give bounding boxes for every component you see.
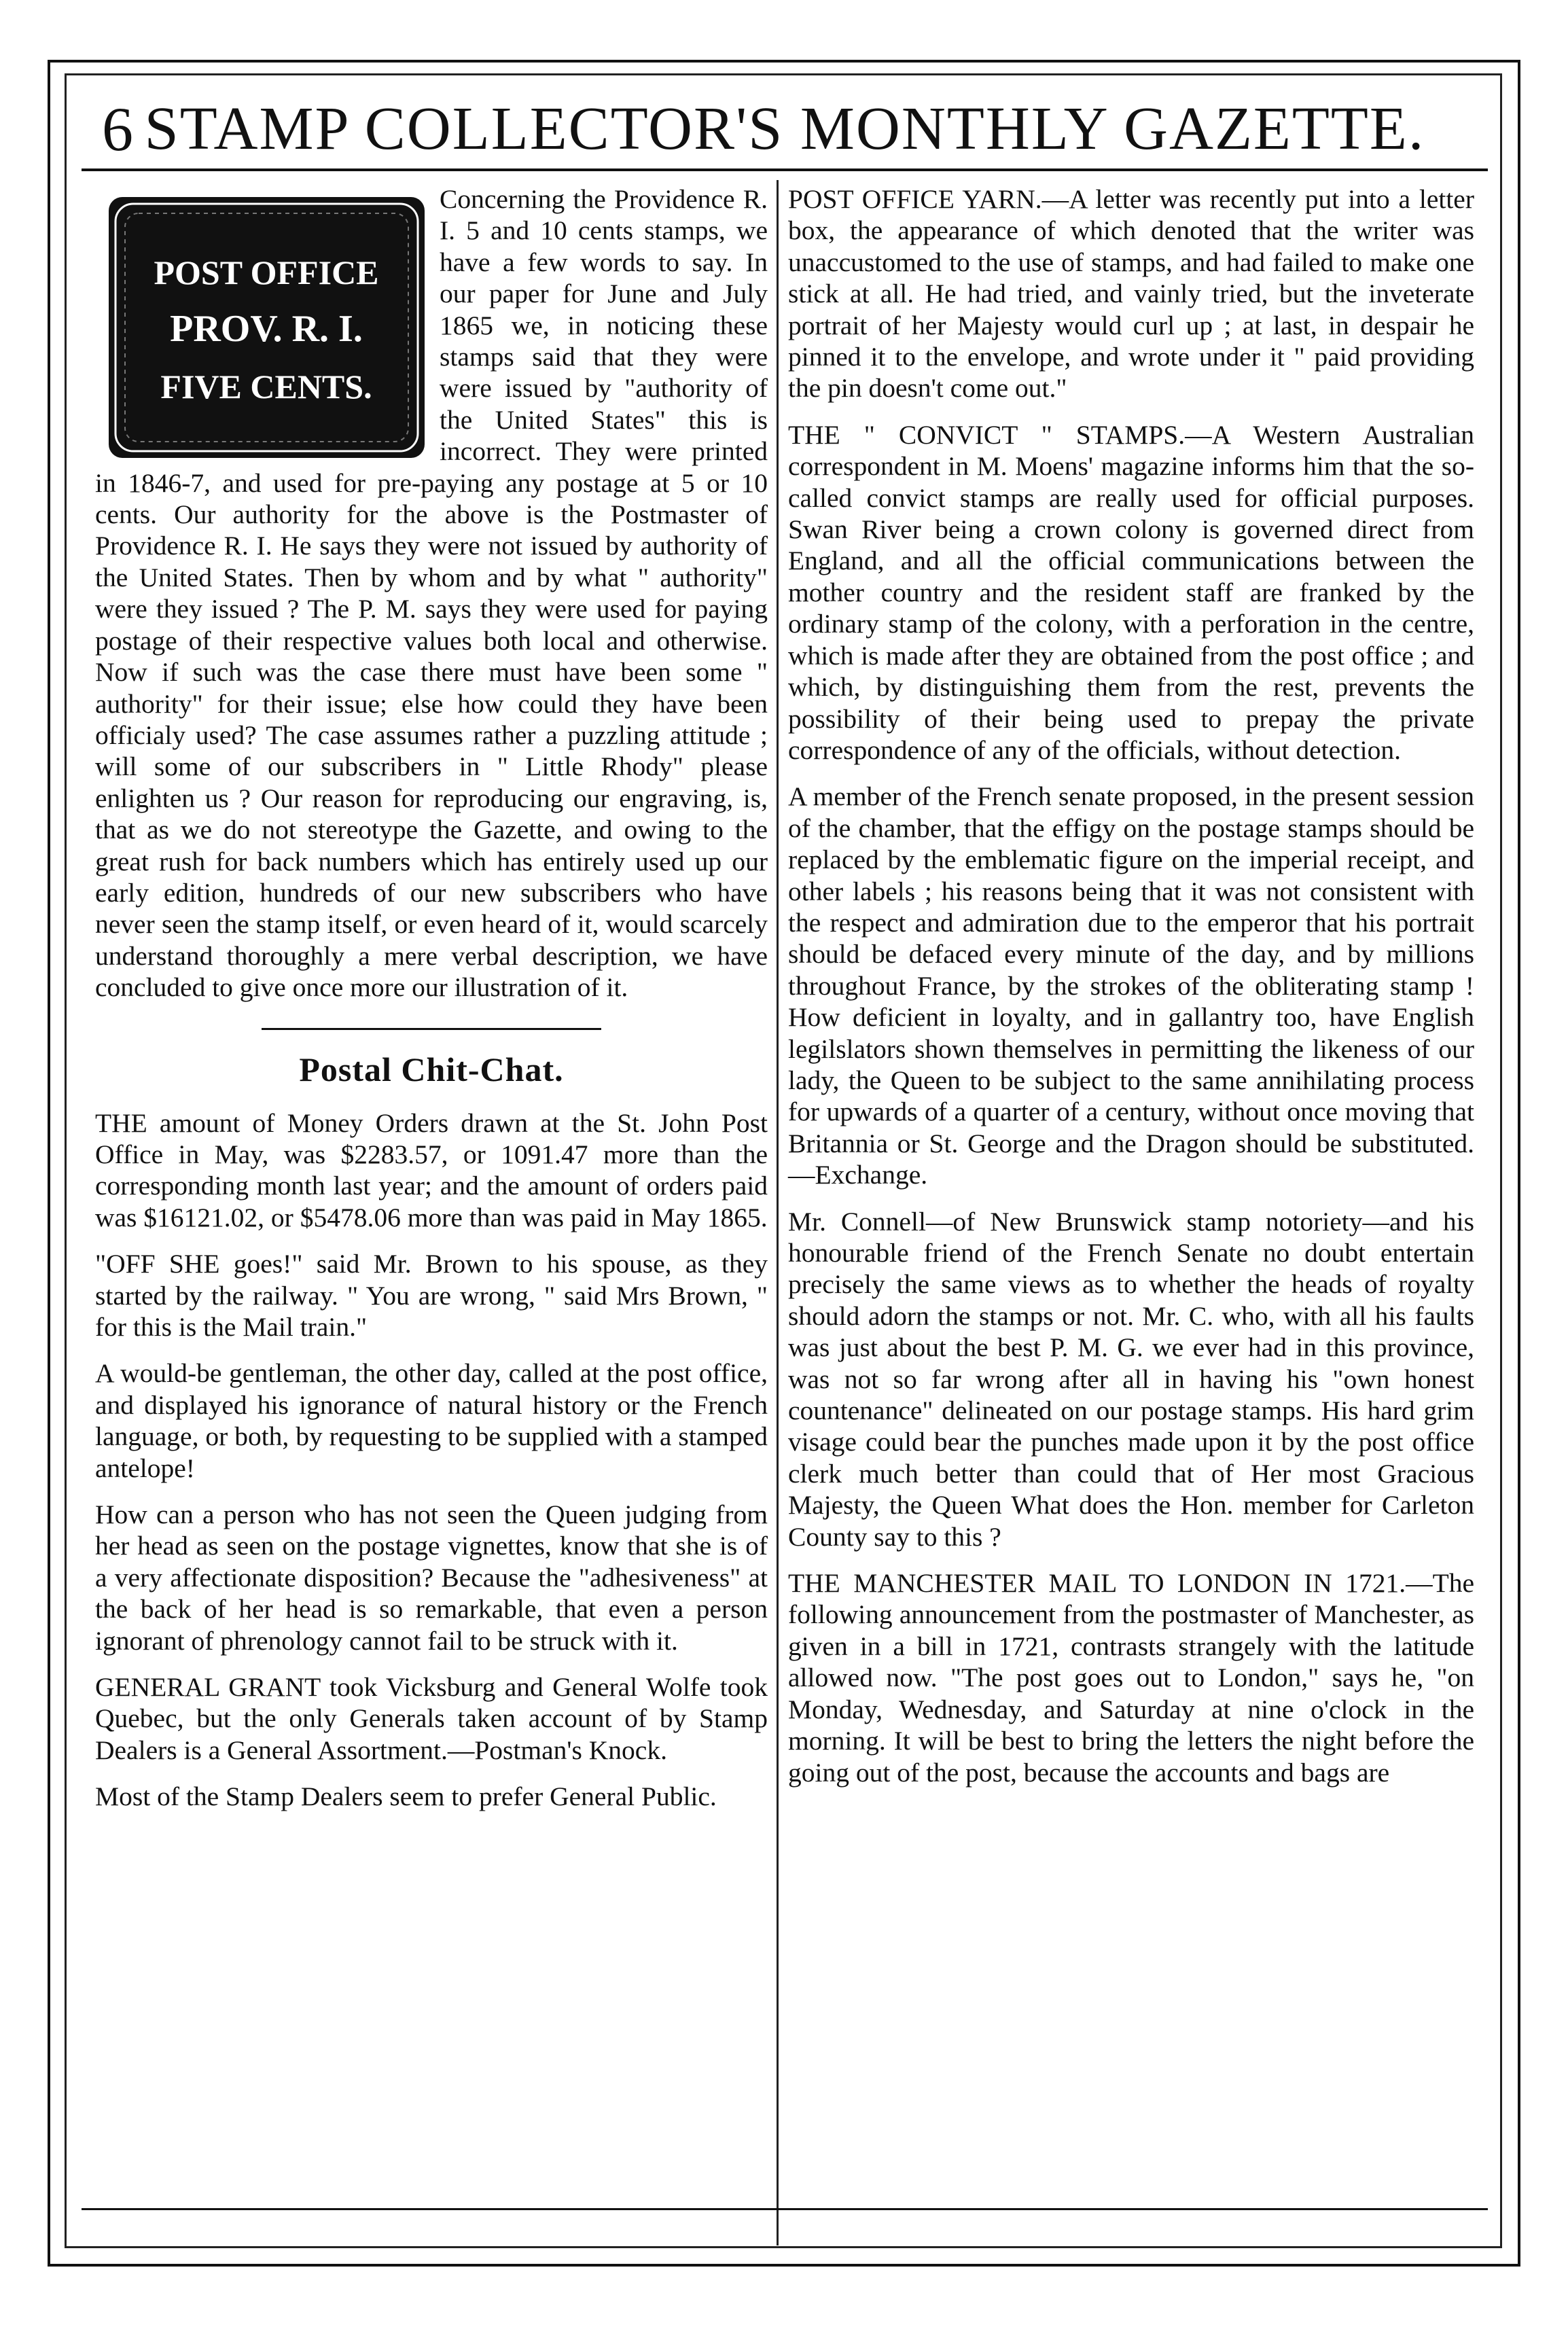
- generals-paragraph: GENERAL GRANT took Vicksburg and General Wolfe took Quebec, but the only Generals taken account of by Stamp Dealers is a General Assortment.—Postman's Knock.: [95, 1672, 768, 1765]
- page-title: STAMP COLLECTOR'S MONTHLY GAZETTE.: [144, 95, 1425, 162]
- right-column: [788, 183, 1474, 1788]
- antelope-paragraph: A would-be gentleman, the other day, called at the post office, and displayed his ignorance of natural history or the French language, or both, by requesting to be supplied with a stamped antelope!: [95, 1358, 768, 1483]
- header-rule: [82, 168, 1488, 171]
- stamp-line-3: FIVE CENTS.: [160, 368, 372, 406]
- column-divider: [777, 180, 779, 2245]
- french-senate-paragraph: A member of the French senate proposed, in the present session of the chamber, that the effigy on the postage stamps should be replaced by the emblematic figure on the imperial receipt, and other labels ; his reasons being that it was not consistent with the respect and admiration due to the emperor that his portrait should be defaced every minute of the day, and by millions throughout France, by the strokes of the obliterating stamp ! How deficient in loyalty, and in gallantry too, have English legilslators shown themselves in permitting the likeness of our lady, the Queen to be subject to the same annihilating process for upwards of a quarter of a century, without once moving that Britannia or St. George and the Dragon should be substituted.—Exchange.: [788, 781, 1474, 1190]
- convict-stamps-paragraph: THE " CONVICT " STAMPS.—A Western Australian correspondent in M. Moens' magazine informs him that the so-called convict stamps are really used for official purposes. Swan River being a crown colony is governed direct from England, and all the official communications between the mother country and the resident staff are franked by the ordinary stamp of the colony, with a perforation in the centre, which is made after they are obtained from the post office ; and which, by distinguishing them from the rest, prevents the possibility of their being used to prepay the private correspondence of any of the officials, without detection.: [788, 419, 1474, 765]
- stamp-engraving: [109, 197, 425, 458]
- page-header: [82, 82, 1488, 163]
- mail-train-paragraph: "OFF SHE goes!" said Mr. Brown to his spouse, as they started by the railway. " You are wrong, " said Mrs Brown, " for this is the Mail train.": [95, 1249, 768, 1342]
- section-heading: Postal Chit-Chat.: [299, 1050, 564, 1088]
- left-column: [95, 183, 768, 1813]
- stamp-line-1: POST OFFICE: [154, 253, 379, 291]
- manchester-mail-paragraph: THE MANCHESTER MAIL TO LONDON IN 1721.—The following announcement from the postmaster of Manchester, as given in a bill in 1721, contrasts strangely with the latitude allowed now. "The post goes out to London," says he, "on Monday, Wednesday, and Saturday at nine o'clock in the morning. It will be best to bring the letters the night before the going out of the post, because the accounts and bags are: [788, 1568, 1474, 1788]
- mr-connell-paragraph: Mr. Connell—of New Brunswick stamp notoriety—and his honourable friend of the French Senate no doubt entertain precisely the same views as to whether the heads of royalty should adorn the stamps or not. Mr. C. who, with all his faults was just about the best P. M. G. we ever had in this province, was not so far wrong after all in having his "own honest countenance" delineated on our postage stamps. His hard grim visage could bear the punches made upon it by the post office clerk much better than could that of Her most Gracious Majesty, the Queen What does the Hon. member for Carleton County say to this ?: [788, 1206, 1474, 1552]
- providence-stamps-paragraph: Concerning the Providence R. I. 5 and 10 cents stamps, we have a few words to say. In our paper for June and July 1865 we, in noticing these stamps said that they were were issued by "authority of the United States" this is incorrect. They were printed in 1846-7, and used for pre-paying any postage at 5 or 10 cents. Our authority for the above is the Postmaster of Providence R. I. He says they were not issued by authority of the United States. Then by whom and by what " authority" were they issued ? The P. M. says they were used for paying postage of their respective values both local and otherwise. Now if such was the case there must have been some " authority" for their issue; else how could they have been officialy used? The case assumes rather a puzzling attitude ; will some of our subscribers in " Little Rhody" please enlighten us ? Our reason for reproducing our engraving, is, that as we do not stereotype the Gazette, and owing to the great rush for back numbers which has entirely used up our early edition, hundreds of our new subscribers who have never seen the stamp itself, or even heard of it, would scarcely understand thoroughly a mere verbal description, we have concluded to give once more our illustration of it.: [95, 184, 768, 1003]
- general-public-paragraph: Most of the Stamp Dealers seem to prefer General Public.: [95, 1781, 717, 1812]
- stamp-line-2: PROV. R. I.: [170, 308, 363, 350]
- bottom-rule: [82, 2208, 1488, 2210]
- page-number: 6: [102, 94, 133, 164]
- money-orders-paragraph: THE amount of Money Orders drawn at the St. John Post Office in May, was $2283.57, or 1091.47 more than the corresponding month last year; and the amount of orders paid was $16121.02, or $5478.06 more than was paid in May 1865.: [95, 1107, 768, 1232]
- section-rule: [262, 1028, 601, 1030]
- post-office-yarn-paragraph: POST OFFICE YARN.—A letter was recently put into a letter box, the appearance of which denoted that the writer was unaccustomed to the use of stamps, and had failed to make one stick at all. He had tried, and vainly tried, but the inveterate portrait of her Majesty would curl up ; at last, in despair he pinned it to the envelope, and wrote under it " paid providing the pin doesn't come out.": [788, 184, 1474, 404]
- stamp-engraving-image: [109, 197, 425, 458]
- queen-vignette-paragraph: How can a person who has not seen the Queen judging from her head as seen on the postage vignettes, know that she is of a very affectionate disposition? Because the "adhesiveness" at the back of her head is so remarkable, that even a person ignorant of phrenology cannot fail to be struck with it.: [95, 1499, 768, 1656]
